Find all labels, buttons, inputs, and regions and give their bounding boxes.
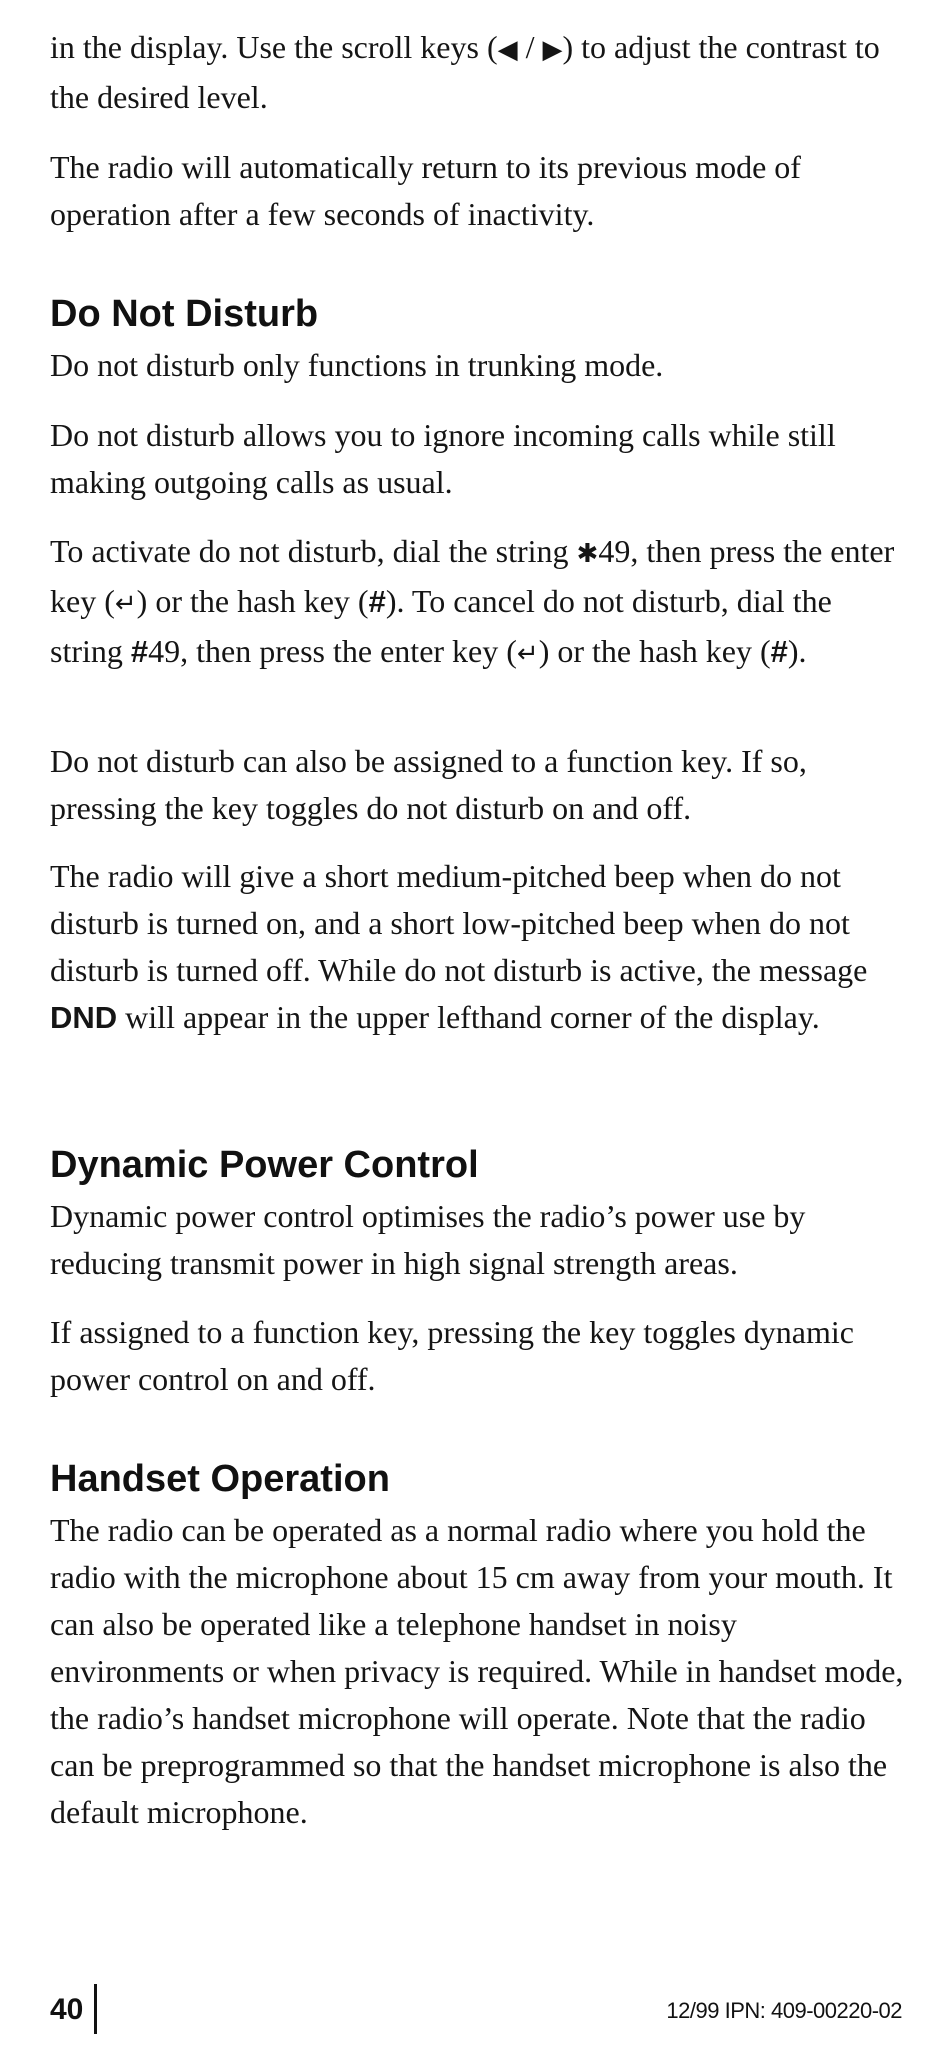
text-fragment: will appear in the upper lefthand corner of the display.	[117, 999, 820, 1035]
star-key-icon: ✱	[576, 539, 599, 569]
scroll-left-icon: ◀	[497, 35, 518, 65]
hash-key-icon: #	[368, 584, 386, 619]
text-fragment: /	[517, 29, 543, 65]
section-heading: Handset Operation	[50, 1458, 390, 1500]
section-heading: Do Not Disturb	[50, 293, 319, 335]
section-dynamic-power-control	[50, 1140, 910, 1190]
section-heading: Dynamic Power Control	[50, 1144, 479, 1186]
dnd-activate-paragraph	[50, 528, 910, 678]
text-fragment: 49, then press the enter key (	[148, 633, 517, 669]
section-do-not-disturb	[50, 289, 910, 339]
text-fragment: ) to adjust the contrast to the desired level.	[50, 29, 880, 115]
text-fragment: ). To cancel do not disturb, dial the string	[50, 583, 832, 669]
text-fragment: in the display. Use the scroll keys (	[50, 29, 498, 65]
footer-divider	[94, 1984, 97, 2034]
document-reference: 12/99 IPN: 409-00220-02	[666, 1998, 902, 2023]
dpc-description-paragraph: Dynamic power control optimises the radio’s power use by reducing transmit power in high signal strength areas.	[50, 1198, 806, 1281]
text-fragment: The radio will give a short medium-pitched beep when do not disturb is turned on, and a short low-pitched beep when do not disturb is turned off. While do not disturb is active, the message	[50, 858, 868, 988]
dnd-trunking-paragraph: Do not disturb only functions in trunking mode.	[50, 347, 664, 383]
section-handset-operation	[50, 1454, 910, 1504]
hash-key-icon: #	[770, 634, 788, 669]
handset-description-paragraph: The radio can be operated as a normal radio where you hold the radio with the microphone about 15 cm away from your mouth. It can also be operated like a telephone handset in noisy environments or when privacy is required. While in handset mode, the radio’s handset microphone will operate. Note that the radio can be preprogrammed so that the handset microphone is also the default microphone.	[50, 1512, 904, 1830]
scroll-right-icon: ▶	[542, 35, 563, 65]
enter-key-icon: ↵	[114, 589, 137, 619]
intro-contrast-paragraph	[50, 24, 910, 121]
text-fragment: ) or the hash key (	[136, 583, 369, 619]
intro-return-paragraph: The radio will automatically return to its previous mode of operation after a few seconds of inactivity.	[50, 149, 801, 232]
text-fragment: ).	[787, 633, 807, 669]
enter-key-icon: ↵	[516, 639, 539, 669]
dpc-function-key-paragraph: If assigned to a function key, pressing the key toggles dynamic power control on and off.	[50, 1314, 854, 1397]
dnd-beep-paragraph	[50, 853, 910, 1041]
text-fragment: 49, then press the enter key (	[50, 533, 895, 619]
dnd-description-paragraph: Do not disturb allows you to ignore incoming calls while still making outgoing calls as usual.	[50, 417, 836, 500]
dnd-message: DND	[50, 1000, 118, 1035]
page-number: 40	[50, 1993, 84, 2026]
dnd-function-key-paragraph: Do not disturb can also be assigned to a function key. If so, pressing the key toggles do not disturb on and off.	[50, 743, 807, 826]
text-fragment: To activate do not disturb, dial the string	[50, 533, 577, 569]
text-fragment: ) or the hash key (	[538, 633, 771, 669]
hash-key-icon: #	[130, 634, 149, 669]
